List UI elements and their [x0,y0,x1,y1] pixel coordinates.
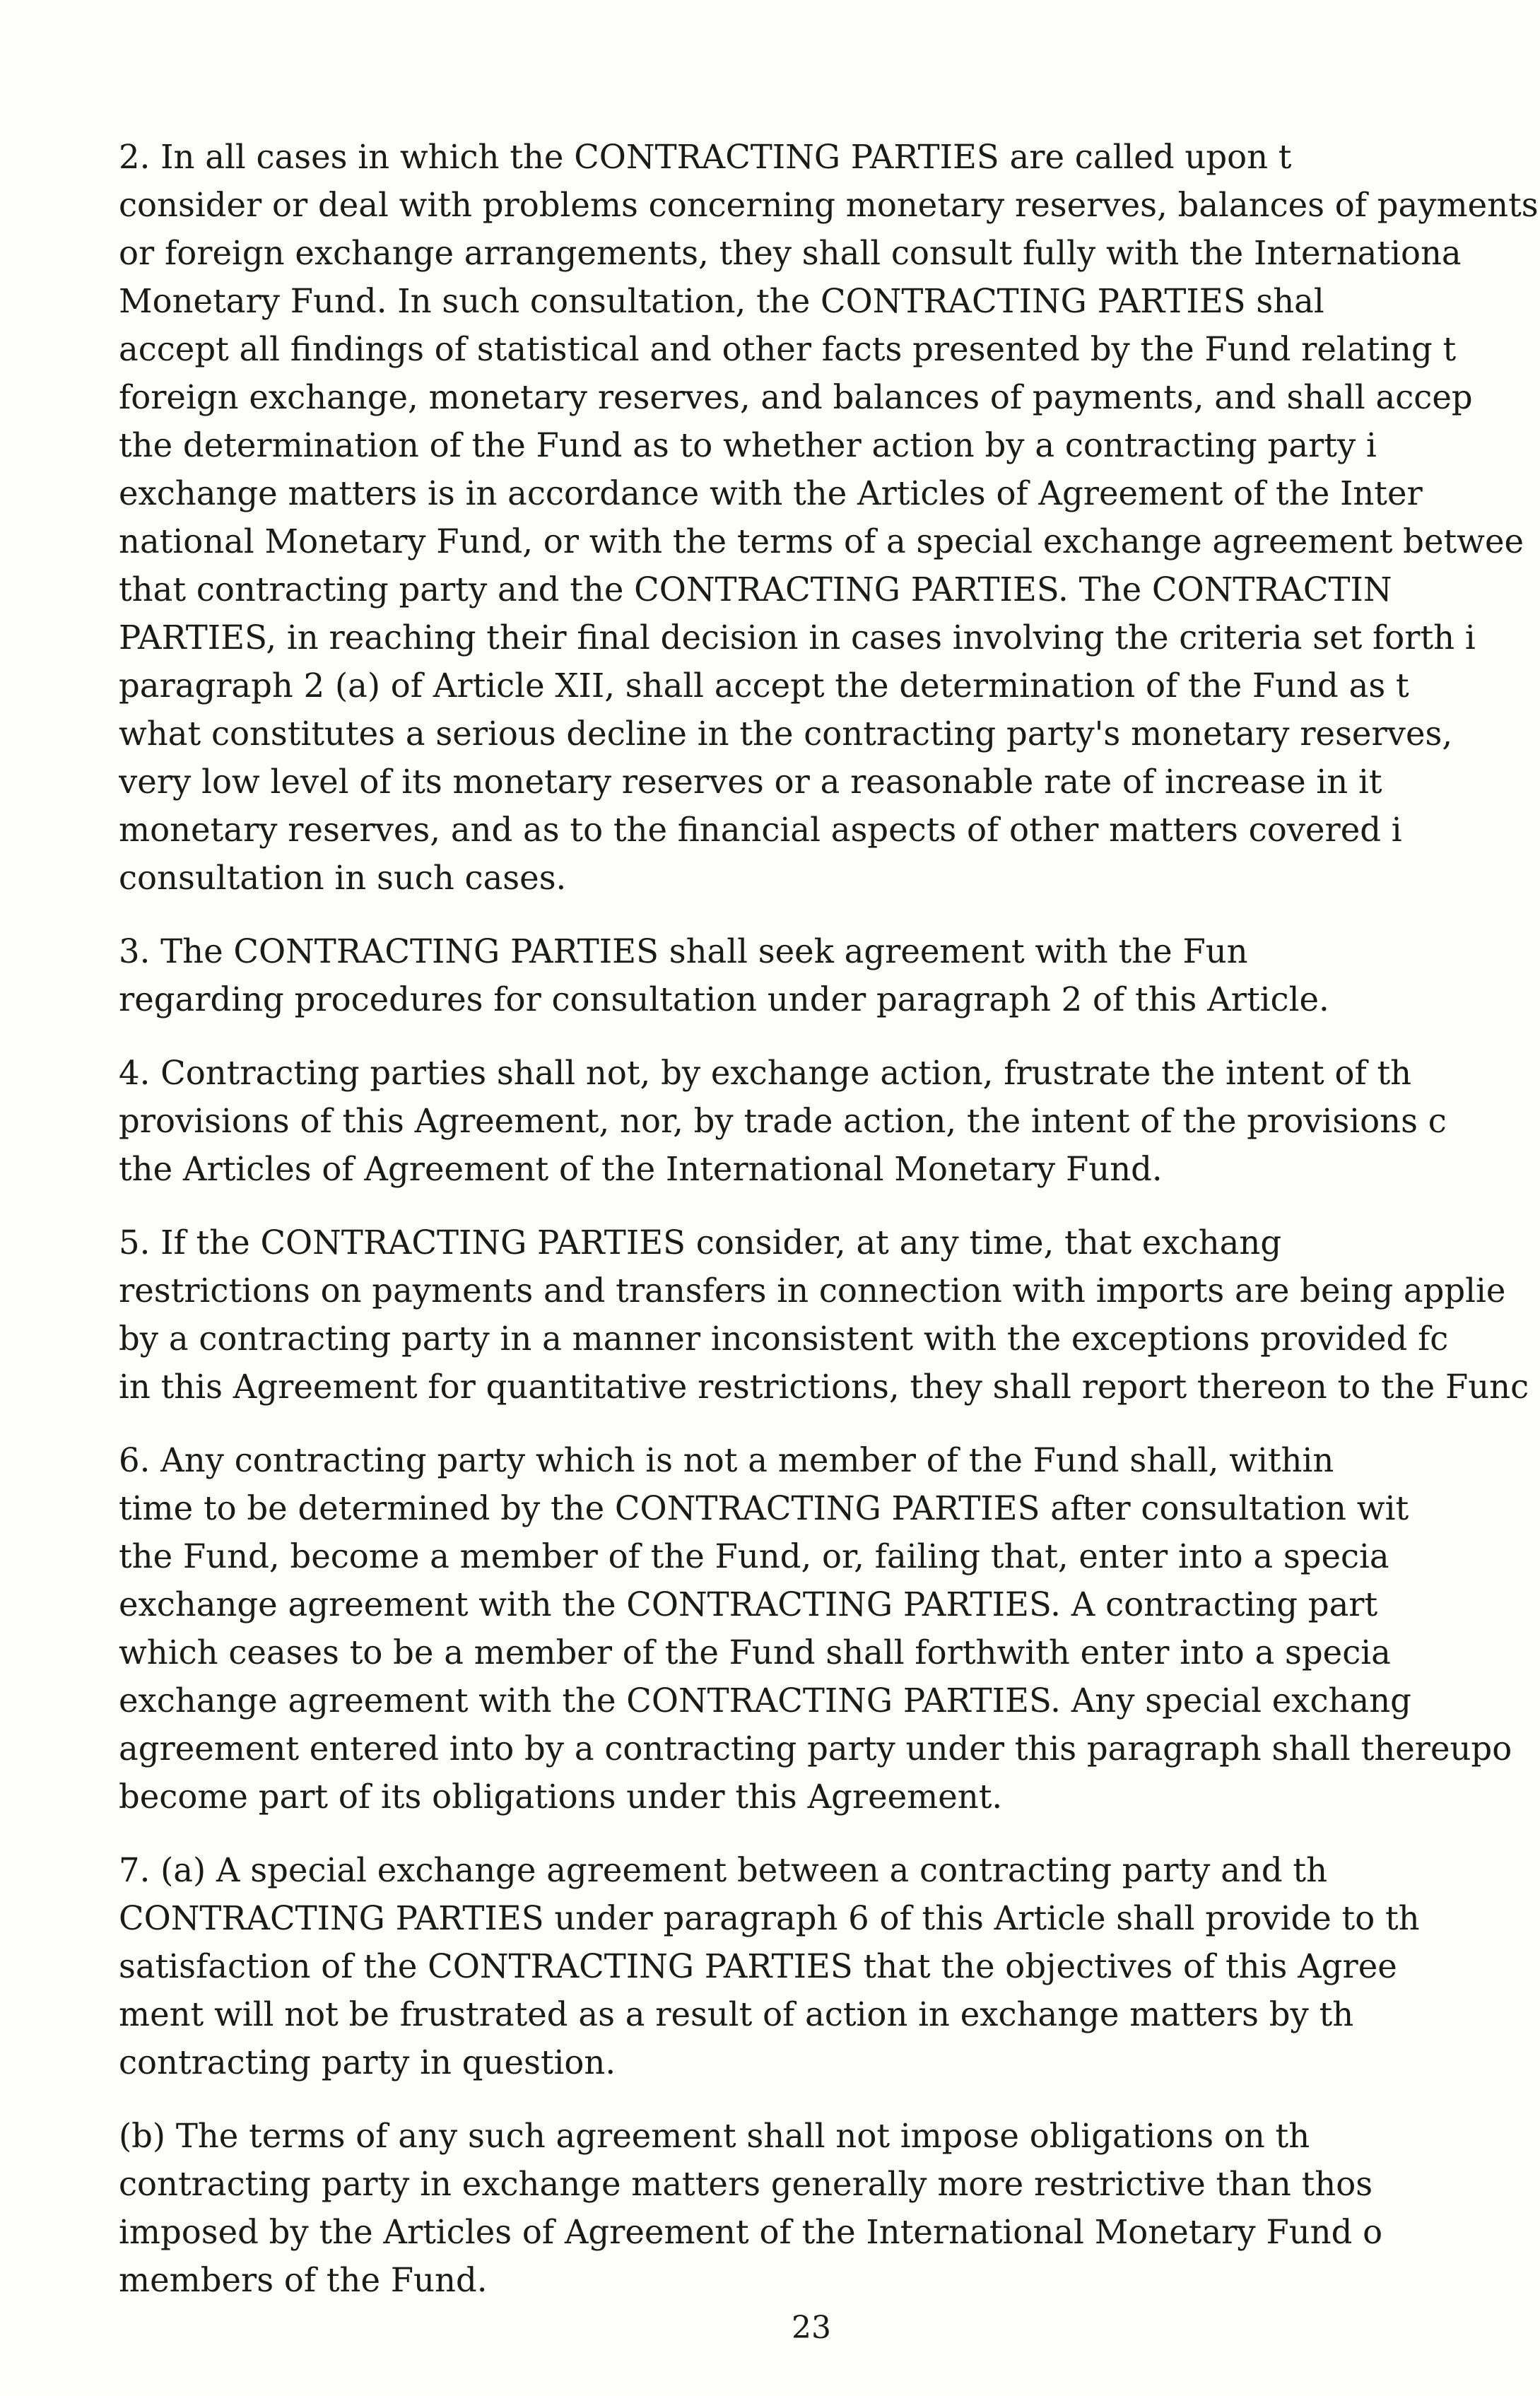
text-line: paragraph 2 (a) of Article XII, shall accept the determination of the Fund as t [119,666,1409,705]
text-line: 5. If the CONTRACTING PARTIES consider, at any time, that exchang [119,1223,1282,1262]
text-line: ment will not be frustrated as a result of action in exchange matters by th [119,1995,1354,2033]
text-line: restrictions on payments and transfers in connection with imports are being applie [119,1272,1506,1310]
text-line: 7. (a) A special exchange agreement between a contracting party and th [119,1851,1328,1889]
paragraph-6 [119,1436,1540,1821]
text-line: exchange agreement with the CONTRACTING PARTIES. Any special exchang [119,1681,1411,1720]
text-line: regarding procedures for consultation under paragraph 2 of this Article. [119,980,1329,1018]
text-line: become part of its obligations under this Agreement. [119,1778,1003,1816]
paragraph-5 [119,1218,1540,1411]
text-line: foreign exchange, monetary reserves, and balances of payments, and shall accep [119,378,1473,416]
text-line: provisions of this Agreement, nor, by trade action, the intent of the provisions c [119,1102,1447,1140]
text-line: 2. In all cases in which the CONTRACTING PARTIES are called upon t [119,138,1292,176]
text-line: agreement entered into by a contracting party under this paragraph shall thereupo [119,1730,1512,1768]
paragraph-4 [119,1049,1540,1193]
paragraph-2 [119,133,1540,902]
text-line: which ceases to be a member of the Fund shall forthwith enter into a specia [119,1633,1391,1672]
text-line: imposed by the Articles of Agreement of the International Monetary Fund o [119,2213,1383,2251]
paragraph-7b [119,2112,1540,2304]
text-line: 6. Any contracting party which is not a member of the Fund shall, within [119,1441,1334,1479]
text-line: consultation in such cases. [119,859,567,897]
page-number: 23 [792,2310,831,2346]
text-line: what constitutes a serious decline in the contracting party's monetary reserves, [119,715,1453,753]
text-line: (b) The terms of any such agreement shall not impose obligations on th [119,2117,1310,2155]
text-line: contracting party in exchange matters generally more restrictive than thos [119,2165,1373,2203]
text-line: exchange agreement with the CONTRACTING PARTIES. A contracting part [119,1585,1378,1623]
text-line: or foreign exchange arrangements, they shall consult fully with the Internationa [119,234,1462,272]
text-line: the Articles of Agreement of the International Monetary Fund. [119,1150,1163,1188]
text-line: members of the Fund. [119,2261,488,2299]
text-line: 4. Contracting parties shall not, by exchange action, frustrate the intent of th [119,1054,1412,1092]
text-line: the determination of the Fund as to whether action by a contracting party i [119,426,1377,464]
text-line: exchange matters is in accordance with the Articles of Agreement of the Inter [119,474,1423,512]
text-line: very low level of its monetary reserves or a reasonable rate of increase in it [119,763,1382,801]
text-line: CONTRACTING PARTIES under paragraph 6 of this Article shall provide to th [119,1899,1420,1937]
text-line: contracting party in question. [119,2043,616,2081]
text-line: in this Agreement for quantitative restrictions, they shall report thereon to the Func [119,1368,1529,1406]
text-line: satisfaction of the CONTRACTING PARTIES that the objectives of this Agree [119,1947,1397,1985]
text-line: accept all findings of statistical and other facts presented by the Fund relating t [119,330,1457,368]
text-line: Monetary Fund. In such consultation, the CONTRACTING PARTIES shal [119,282,1324,320]
text-line: national Monetary Fund, or with the terms of a special exchange agreement betwee [119,522,1524,560]
text-line: 3. The CONTRACTING PARTIES shall seek agreement with the Fun [119,932,1248,970]
paragraph-3 [119,927,1540,1023]
text-line: time to be determined by the CONTRACTING PARTIES after consultation wit [119,1489,1409,1527]
text-line: PARTIES, in reaching their final decision in cases involving the criteria set forth i [119,618,1476,657]
text-line: the Fund, become a member of the Fund, or, failing that, enter into a specia [119,1537,1389,1575]
paragraph-7a [119,1846,1540,2086]
text-line: consider or deal with problems concerning monetary reserves, balances of payments [119,186,1539,224]
text-line: by a contracting party in a manner inconsistent with the exceptions provided fc [119,1320,1449,1358]
text-line: monetary reserves, and as to the financial aspects of other matters covered i [119,811,1402,849]
text-line: that contracting party and the CONTRACTING PARTIES. The CONTRACTIN [119,570,1392,609]
body-text [119,133,1540,2304]
